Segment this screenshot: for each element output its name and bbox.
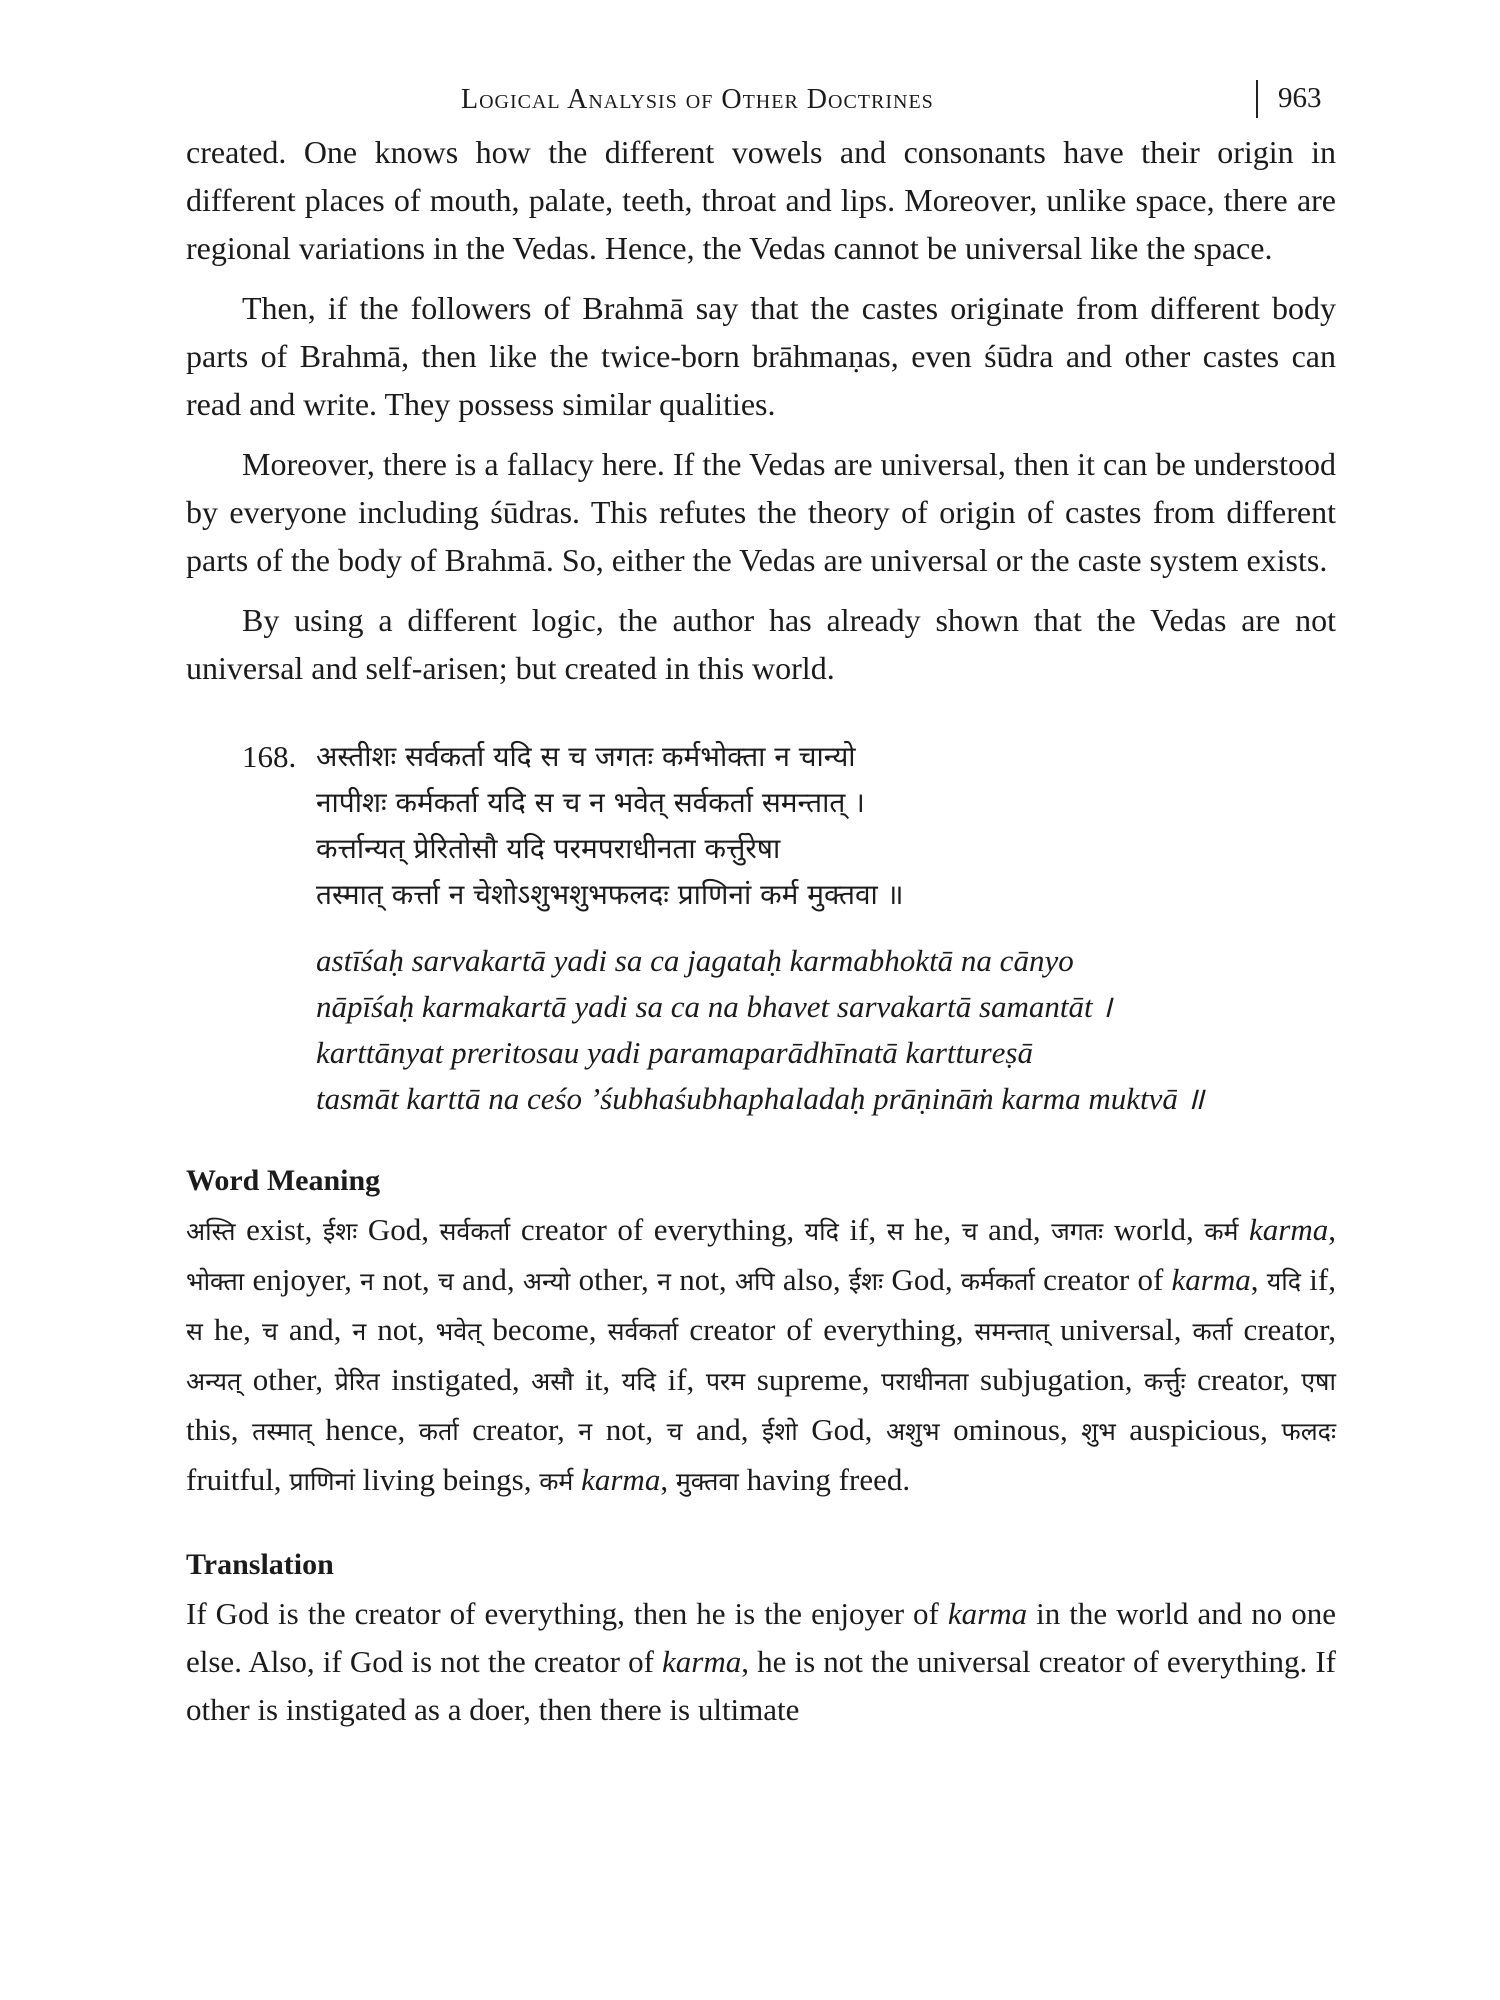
header-rule [1256,80,1258,118]
sanskrit-term: यदि [1266,1267,1302,1296]
text-run [573,1462,581,1497]
sanskrit-term: कर्म [1204,1217,1239,1246]
sanskrit-term: यदि [621,1367,657,1396]
sanskrit-term: पराधीनता [881,1367,969,1396]
sanskrit-term: कर्ता [418,1417,459,1446]
verse-transliteration-line: tasmāt karttā na ceśo ’śubhaśubhaphaladaḥ prāṇināṁ karma muktvā ॥ [316,1081,1205,1116]
sanskrit-term: भवेत् [435,1317,482,1346]
sanskrit-term: समन्तात् [974,1317,1050,1346]
sanskrit-term: स [886,1217,904,1246]
running-head [186,78,1336,128]
running-title: Logical Analysis of Other Doctrines [461,84,934,115]
text-run: not, [366,1312,436,1347]
sanskrit-term: च [666,1417,683,1446]
text-run: living beings, [354,1462,540,1497]
sanskrit-term: जगतः [1051,1217,1104,1246]
sanskrit-term: ईशो [762,1417,798,1446]
sanskrit-term: न [352,1317,367,1346]
sanskrit-term: सर्वकर्ता [439,1217,511,1246]
text-run: , [1250,1262,1267,1297]
verse-devanagari-line: अस्तीशः सर्वकर्ता यदि स च जगतः कर्मभोक्ता न चान्यो [316,740,856,773]
italic-term: karma [581,1462,661,1497]
word-meaning-heading: Word Meaning [186,1164,381,1197]
verse-devanagari-line: नापीशः कर्मकर्ता यदि स च न भवेत् सर्वकर्ता समन्तात् । [316,786,865,819]
text-run: and, [453,1262,523,1297]
sanskrit-term: च [961,1217,978,1246]
text-run: if, [656,1362,706,1397]
verse-devanagari-line: कर्त्तान्यत् प्रेरितोसौ यदि परमपराधीनता कर्त्तुरेषा [316,832,781,865]
sanskrit-term: च [261,1317,278,1346]
text-run: and, [682,1412,763,1447]
text-run: if, [1301,1262,1336,1297]
italic-term: karma [1249,1212,1329,1247]
text-run: If God is the creator of everything, then he is the enjoyer of [186,1596,948,1631]
verse-transliteration [242,938,1336,1122]
verse-168 [242,734,1336,1122]
text-run: hence, [311,1412,419,1447]
sanskrit-term: न [657,1267,671,1296]
translation-heading: Translation [186,1548,334,1581]
sanskrit-term: परम [705,1367,746,1396]
text-run: creator, [1232,1312,1336,1347]
text-run: not, [670,1262,735,1297]
text-run: world, [1103,1212,1205,1247]
text-run: he, [202,1312,262,1347]
text-run: God, [357,1212,440,1247]
italic-term: karma [1171,1262,1251,1297]
text-run: , he is not the universal creator of everything. If other is instigated as a doer, then there is ultimate [186,1644,1336,1727]
text-run: instigated, [379,1362,532,1397]
text-run: God, [883,1262,961,1297]
text-run: creator, [458,1412,579,1447]
sanskrit-term: यदि [804,1217,839,1246]
sanskrit-term: ईशः [322,1217,358,1246]
sanskrit-term: अपि [734,1267,775,1296]
text-run: in the world and no one else. Also, if God is not the creator of [186,1596,1337,1679]
sanskrit-term: प्रेरित [334,1367,380,1396]
sanskrit-term: एषा [1301,1367,1336,1396]
sanskrit-term: तस्मात् [252,1417,312,1446]
sanskrit-term: च [437,1267,454,1296]
italic-term: karma [662,1644,742,1679]
text-run: this, [186,1412,253,1447]
text-run: , [660,1462,676,1497]
page-number: 963 [1278,82,1322,114]
sanskrit-term: अस्ति [186,1217,236,1246]
text-run: and, [277,1312,353,1347]
sanskrit-term: स [186,1317,203,1346]
translation-text [186,1590,1336,1734]
sanskrit-term: कर्म [539,1467,574,1496]
text-run: other, [570,1262,658,1297]
text-run: not, [374,1262,438,1297]
text-run: creator of everything, [678,1312,975,1347]
text-run: creator of everything, [510,1212,805,1247]
text-run: not, [592,1412,667,1447]
italic-term: karma [947,1596,1028,1631]
text-run: become, [481,1312,608,1347]
text-run: creator, [1185,1362,1302,1397]
paragraph: created. One knows how the different vowels and consonants have their origin in different places of mouth, palate, teeth, throat and lips. Moreover, unlike space, there are regional variations in the Vedas. Hence, the Vedas cannot be universal like the space. [186,134,1336,266]
verse-transliteration-line: astīśaḥ sarvakartā yadi sa ca jagataḥ karmabhoktā na cānyo [316,943,1074,978]
sanskrit-term: अन्यो [522,1267,571,1296]
text-run: and, [977,1212,1052,1247]
paragraph: Moreover, there is a fallacy here. If the Vedas are universal, then it can be understood by everyone including śūdras. This refutes the theory of origin of castes from different parts of the body of Brahmā. So, either the Vedas are universal or the caste system exists. [186,446,1336,578]
sanskrit-term: फलदः [1281,1417,1337,1446]
sanskrit-term: ईशः [848,1267,884,1296]
sanskrit-term: असौ [531,1367,574,1396]
text-run: auspicious, [1115,1412,1282,1447]
verse-number: 168. [242,739,297,774]
verse-devanagari-line: तस्मात् कर्त्ता न चेशोऽशुभशुभफलदः प्राणिनां कर्म मुक्तवा ॥ [316,878,904,911]
sanskrit-term: अशुभ [885,1417,940,1446]
text-run: exist, [235,1212,323,1247]
text-run: also, [774,1262,849,1297]
sanskrit-term: कर्मकर्ता [960,1267,1035,1296]
text-run: he, [903,1212,962,1247]
sanskrit-term: भोक्ता [186,1267,245,1296]
sanskrit-term: न [578,1417,593,1446]
sanskrit-term: सर्वकर्ता [607,1317,679,1346]
verse-transliteration-line: nāpīśaḥ karmakartā yadi sa ca na bhavet sarvakartā samantāt । [316,989,1113,1024]
text-run: supreme, [745,1362,882,1397]
sanskrit-term: प्राणिनां [289,1467,355,1496]
text-run: other, [241,1362,335,1397]
text-run: universal, [1049,1312,1193,1347]
text-run: enjoyer, [244,1262,361,1297]
text-run: , [1328,1212,1337,1247]
text-run: it, [573,1362,622,1397]
word-meaning-text [186,1206,1336,1506]
text-run [1238,1212,1249,1247]
verse-transliteration-line: karttānyat preritosau yadi paramaparādhīnatā kartturеṣā [316,1035,1033,1070]
sanskrit-term: मुक्तवा [675,1467,739,1496]
book-page [186,78,1336,1734]
sanskrit-term: न [360,1267,375,1296]
paragraph: By using a different logic, the author has already shown that the Vedas are not universal and self-arisen; but created in this world. [186,602,1336,686]
sanskrit-term: शुभ [1081,1417,1116,1446]
text-run: God, [797,1412,886,1447]
text-run: ominous, [939,1412,1082,1447]
text-run: creator of [1034,1262,1172,1297]
sanskrit-term: कर्ता [1192,1317,1233,1346]
text-run: if, [838,1212,887,1247]
paragraph: Then, if the followers of Brahmā say that the castes originate from different body parts of Brahmā, then like the twice-born brāhmaṇas, even śūdra and other castes can read and write. They possess similar qualities. [186,290,1336,422]
text-run: having freed. [738,1462,911,1497]
sanskrit-term: कर्त्तुः [1144,1367,1186,1396]
text-run: fruitful, [186,1462,290,1497]
sanskrit-term: अन्यत् [186,1367,242,1396]
text-run: subjugation, [968,1362,1145,1397]
